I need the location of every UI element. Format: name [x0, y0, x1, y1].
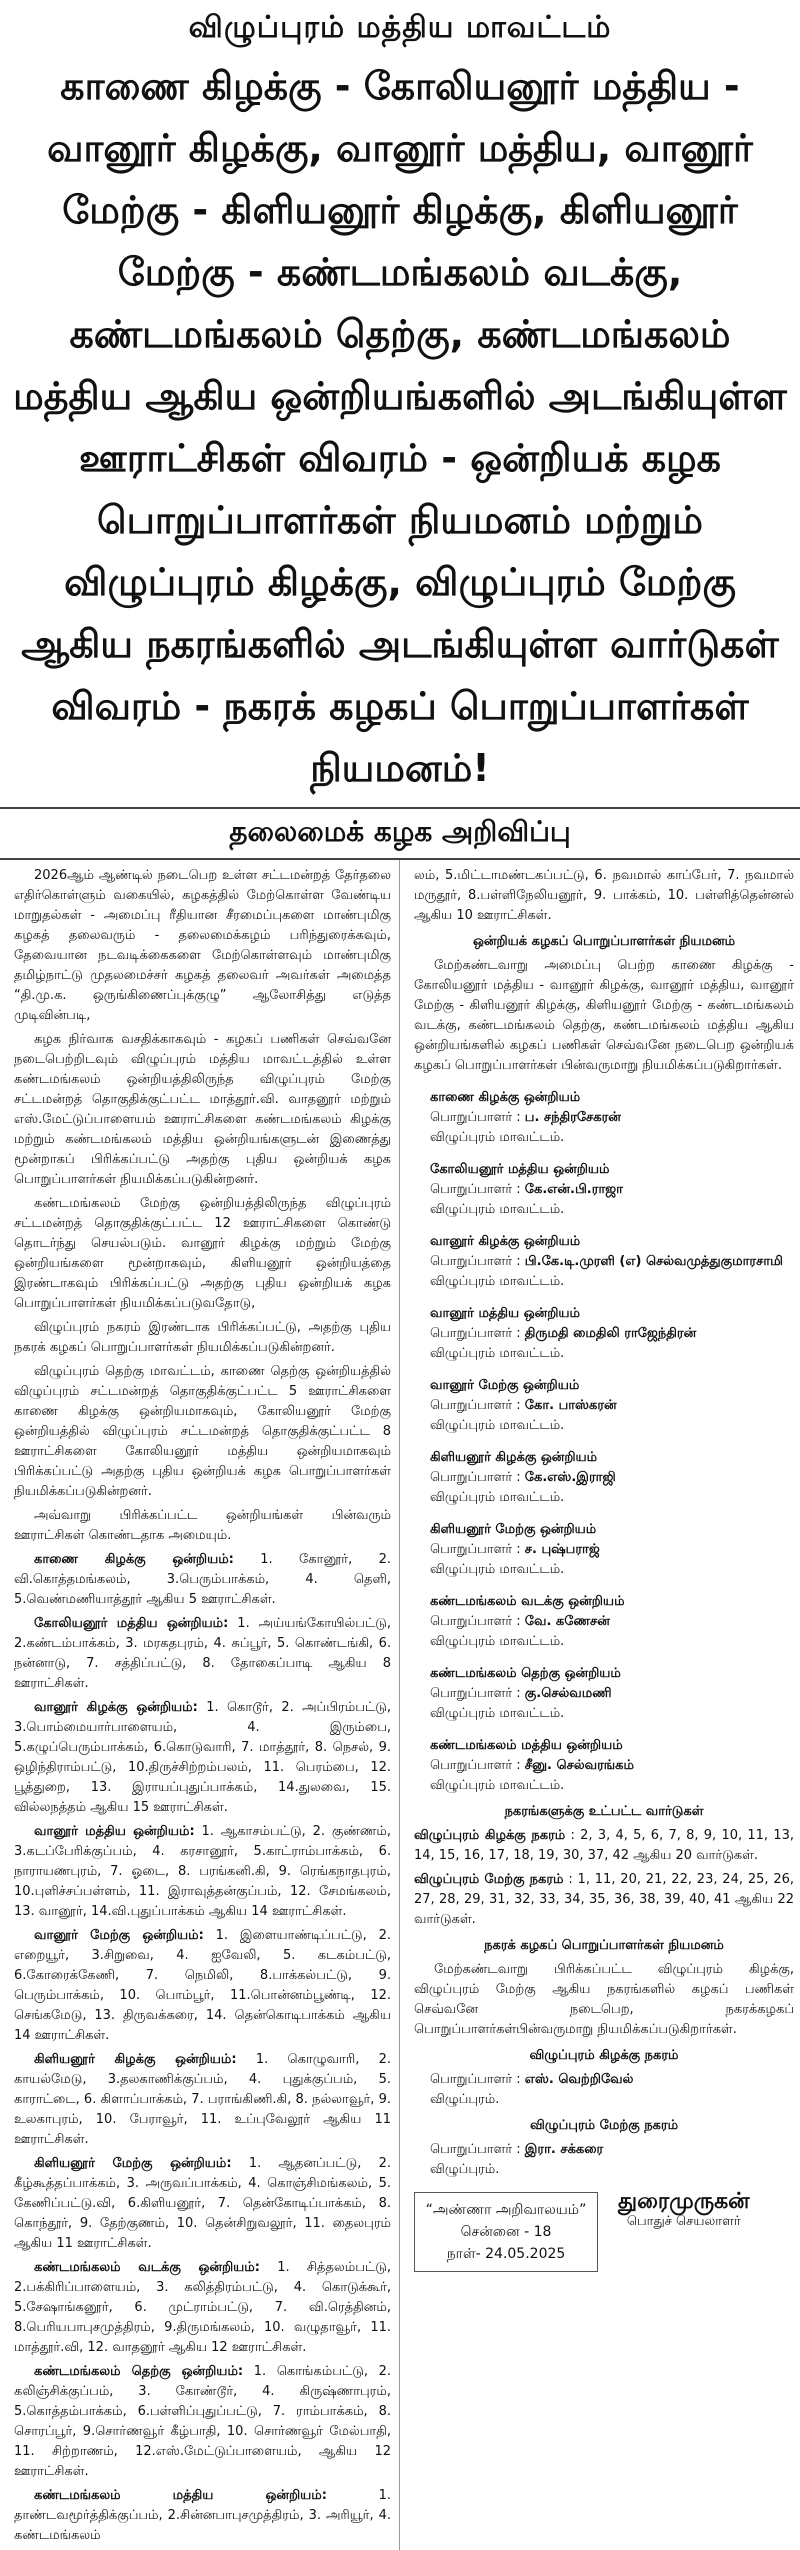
person-name: கோ. பாஸ்கரன்: [524, 1398, 617, 1413]
office-box: [414, 2192, 598, 2272]
union-villages: 1. கொடூர், 2. அப்பிரம்பட்டு, 3.பொம்மையார்பாளையம், 4. இரும்பை, 5.கழுப்பெரும்பாக்கம், 6.கொடுவாரி, 7. மாத்தூர், 8. நெசல், 9. ஒழிந்திராம்பட்டு, 10.திருச்சிற்றம்பலம், 11. பெரம்பை, 12. பூத்துறை, 13. இராயப்புதுப்பாக்கம், 14.துலவை, 15. வில்லநத்தம் ஆகிய 15 ஊராட்சிகள்.: [14, 1700, 391, 1815]
union-list: [14, 2258, 391, 2358]
continued-list: லம், 5.மிட்டாமண்டகப்பட்டு, 6. நவமால் காப்பேர், 7. நவமால் மருதூர், 8.பள்ளிநேலியனூர், 9. பாக்கம், 10. பள்ளித்தென்னல் ஆகிய 10 ஊராட்சிகள்.: [414, 868, 794, 923]
place: விழுப்புரம் மாவட்டம்.: [430, 1706, 565, 1721]
office-name: “அண்ணா அறிவாலயம்”: [425, 2202, 587, 2218]
paragraph: கழக நிர்வாக வசதிக்காகவும் - கழகப் பணிகள் செவ்வனே நடைபெற்றிடவும் விழுப்புரம் மத்திய மாவட்டத்தில் உள்ள கண்டமங்கலம் ஒன்றியத்திலிருந்த விழுப்புரம் மேற்கு சட்டமன்றத் தொகுதிக்குட்பட்ட மாத்தூர்.வி. வாதனூர் மற்றும் எஸ்.மேட்டுப்பாளையம் ஊராட்சிகளை கண்டமங்கலம் கிழக்கு மற்றும் கண்டமங்கலம் மத்திய ஒன்றியங்களுடன் இணைத்து மூன்றாகப் பிரிக்கப்பட்டு அதற்கு புதிய ஒன்றியக் கழக பொறுப்பாளர்கள் நியமிக்கப்படுகின்றனர்.: [14, 1032, 391, 1187]
union-name: கிளியனூர் மேற்கு ஒன்றியம்: [430, 1522, 597, 1537]
union-name: வானூர் கிழக்கு ஒன்றியம்: [430, 1234, 581, 1249]
role-label: பொறுப்பாளர் :: [430, 1254, 521, 1269]
district-title: விழுப்புரம் மத்திய மாவட்டம்: [188, 10, 612, 45]
headline: காணை கிழக்கு - கோலியனூர் மத்திய - வானூர் கிழக்கு, வானூர் மத்திய, வானூர் மேற்கு - கிளியனூர் கிழக்கு, கிளியனூர் மேற்கு - கண்டமங்கலம் வடக்கு, கண்டமங்கலம் தெற்கு, கண்டமங்கலம் மத்திய ஆகிய ஒன்றியங்களில் அடங்கியுள்ள ஊராட்சிகள் விவரம் - ஒன்றியக் கழக பொறுப்பாளர்கள் நியமனம் மற்றும் விழுப்புரம் கிழக்கு, விழுப்புரம் மேற்கு ஆகிய நகரங்களில் அடங்கியுள்ள வார்டுகள் விவரம் - நகரக் கழகப் பொறுப்பாளர்கள் நியமனம்!: [13, 64, 787, 790]
union-name: கண்டமங்கலம் தெற்கு ஒன்றியம்:: [34, 2364, 244, 2379]
paragraph: விழுப்புரம் தெற்கு மாவட்டம், காணை தெற்கு ஒன்றியத்தில் விழுப்புரம் சட்டமன்றத் தொகுதிக்குட்பட்ட 5 ஊராட்சிகளை காணை கிழக்கு ஒன்றியமாகவும், கோலியனூர் மேற்கு ஒன்றியத்தில் விழுப்புரம் சட்டமன்றத் தொகுதிக்குட்பட்ட 8 ஊராட்சிகளை கோலியனூர் மத்திய ஒன்றியமாகவும் பிரிக்கப்பட்டு அதற்கு புதிய ஒன்றியக் கழக பொறுப்பாளர்கள் நியமிக்கப்படுகின்றனர்.: [14, 1364, 391, 1499]
union-appointment: [430, 1304, 794, 1364]
union-appointment: [430, 1736, 794, 1796]
person-name: பி.கே.டி.முரளி (எ) செல்வமுத்துகுமாரசாமி: [524, 1254, 783, 1269]
union-appointment: [430, 1232, 794, 1292]
role-label: பொறுப்பாளர் :: [430, 1398, 521, 1413]
union-list: [14, 1926, 391, 2046]
union-name: வானூர் மேற்கு ஒன்றியம்:: [34, 1928, 204, 1943]
union-name: கண்டமங்கலம் மத்திய ஒன்றியம்: [430, 1738, 623, 1753]
ward-numbers: : 2, 3, 4, 5, 6, 7, 8, 9, 10, 11, 13, 14, 15, 16, 17, 18, 19, 30, 37, 42 ஆகிய 20 வார்டுகள்.: [414, 1828, 794, 1863]
union-list: [14, 1698, 391, 1818]
role-label: பொறுப்பாளர் :: [430, 1182, 521, 1197]
union-list: [14, 2154, 391, 2254]
union-villages: 1. கொங்கம்பட்டு, 2. கலிஞ்சிக்குப்பம், 3. கோண்டூர், 4. கிருஷ்ணாபுரம், 5.கொத்தம்பாக்கம், 6.பள்ளிப்புதுப்பட்டு, 7. ராம்பாக்கம், 8. சொரப்பூர், 9.சொர்ணவூர் கீழ்பாதி, 10. சொர்ணவூர் மேல்பாதி, 11. சிற்றாணம், 12.எஸ்.மேட்டுப்பாளையம், ஆகிய 12 ஊராட்சிகள்.: [14, 2364, 392, 2479]
ward-list: [414, 1826, 794, 1866]
footer: [414, 2189, 794, 2272]
union-name: வானூர் மேற்கு ஒன்றியம்: [430, 1378, 580, 1393]
town-name: விழுப்புரம் கிழக்கு நகரம்: [414, 1828, 566, 1843]
band-title: தலைமைக் கழக அறிவிப்பு: [229, 815, 571, 848]
union-name: கண்டமங்கலம் மத்திய ஒன்றியம்:: [34, 2488, 327, 2503]
union-name: காணை கிழக்கு ஒன்றியம்:: [34, 1552, 234, 1567]
union-list: [14, 1822, 391, 1922]
town-name: விழுப்புரம் மேற்கு நகரம்: [414, 1872, 564, 1887]
person-name: சீனு. செல்வரங்கம்: [524, 1758, 634, 1773]
union-villages: 1. ஆதனப்பட்டு, 2. கீழ்கூத்தப்பாக்கம், 3. அருவப்பாக்கம், 4. கொஞ்சிமங்கலம், 5. கேணிப்பட்டு.வி, 6.கிளியனூர், 7. தென்கோடிப்பாக்கம், 8. கொந்தூர், 9. தேற்குணம், 10. தென்சிறுவலூர், 11. தைலபுரம் ஆகிய 11 ஊராட்சிகள்.: [14, 2156, 391, 2251]
place: விழுப்புரம்.: [430, 2092, 500, 2107]
union-villages: 1. கோனூர், 2. வி.கொத்தமங்கலம், 3.பெரும்பாக்கம், 4. தெளி, 5.வெண்மணியாத்தூர் ஆகிய 5 ஊராட்சிகள்.: [14, 1552, 391, 1607]
place: விழுப்புரம் மாவட்டம்.: [430, 1274, 565, 1289]
section-band: [0, 807, 800, 860]
place: விழுப்புரம் மாவட்டம்.: [430, 1490, 565, 1505]
office-date: நாள்- 24.05.2025: [446, 2246, 566, 2262]
town-appointments-heading: நகரக் கழகப் பொறுப்பாளர்கள் நியமனம்: [484, 1938, 724, 1953]
role-label: பொறுப்பாளர் :: [430, 1614, 521, 1629]
signature-block: [618, 2189, 750, 2272]
union-name: கிளியனூர் மேற்கு ஒன்றியம்:: [34, 2156, 232, 2171]
union-name: கிளியனூர் கிழக்கு ஒன்றியம்:: [34, 2052, 237, 2067]
union-name: கிளியனூர் கிழக்கு ஒன்றியம்: [430, 1450, 598, 1465]
role-label: பொறுப்பாளர் :: [430, 1758, 521, 1773]
role-label: பொறுப்பாளர் :: [430, 2072, 521, 2087]
town-name: விழுப்புரம் மேற்கு நகரம்: [529, 2118, 679, 2133]
union-list: [14, 1614, 391, 1694]
union-list: [14, 2050, 391, 2150]
person-name: திருமதி மைதிலி ராஜேந்திரன்: [524, 1326, 697, 1341]
signatory-name: துரைமுருகன்: [618, 2189, 750, 2214]
union-villages: 1. சித்தலம்பட்டு, 2.பக்கிரிப்பாளையம், 3. கலித்திரம்பட்டு, 4. கொடுக்கூர், 5.சேஷாங்கனூர், 6. முட்ராம்பட்டு, 7. வி.ரெத்தினம், 8.பெரியபாபுசமுத்திரம், 9.திருமங்கலம், 10. வழுதாவூர், 11. மாத்தூர்.வி, 12. வாதனூர் ஆகிய 12 ஊராட்சிகள்.: [14, 2260, 391, 2355]
union-villages: 1. ஆகாசம்பட்டு, 2. குண்ணம், 3.கடப்பேரிக்குப்பம், 4. கரசானூர், 5.காட்ராம்பாக்கம், 6. நாராயணபுரம், 7. ஓடை, 8. பரங்கனி.கி, 9. ரெங்கநாதபுரம், 10.புளிச்சப்பள்ளம், 11. இராவுத்தன்குப்பம், 12. சேமங்கலம், 13. வானூர், 14.வி.புதுப்பாக்கம் ஆகிய 14 ஊராட்சிகள்.: [14, 1824, 391, 1919]
union-name: கண்டமங்கலம் வடக்கு ஒன்றியம்: [430, 1594, 625, 1609]
role-label: பொறுப்பாளர் :: [430, 2142, 521, 2157]
person-name: இரா. சக்கரை: [524, 2142, 604, 2157]
town-name: விழுப்புரம் கிழக்கு நகரம்: [529, 2048, 679, 2063]
union-name: கண்டமங்கலம் வடக்கு ஒன்றியம்:: [34, 2260, 260, 2275]
ward-list: [414, 1870, 794, 1930]
paragraph: அவ்வாறு பிரிக்கப்பட்ட ஒன்றியங்கள் பின்வரும் ஊராட்சிகள் கொண்டதாக அமையும்.: [14, 1508, 391, 1543]
document-page: [0, 10, 800, 2543]
person-name: வே. கணேசன்: [524, 1614, 610, 1629]
union-name: காணை கிழக்கு ஒன்றியம்: [430, 1090, 581, 1105]
place: விழுப்புரம் மாவட்டம்.: [430, 1202, 565, 1217]
union-name: கோலியனூர் மத்திய ஒன்றியம்: [430, 1162, 610, 1177]
signatory-title: பொதுச் செயலாளர்: [626, 2214, 741, 2229]
union-name: வானூர் கிழக்கு ஒன்றியம்:: [34, 1700, 198, 1715]
paragraph: கண்டமங்கலம் மேற்கு ஒன்றியத்திலிருந்த விழுப்புரம் சட்டமன்றத் தொகுதிக்குட்பட்ட 12 ஊராட்சிகளை கொண்டு தொடர்ந்து செயல்படும். வானூர் கிழக்கு மற்றும் மேற்கு ஒன்றியங்களை மூன்றாகவும், கிளியனூர் ஒன்றியத்தை இரண்டாகவும் பிரிக்கப்பட்டு அதற்கு புதிய ஒன்றியக் கழக பொறுப்பாளர்கள் நியமிக்கப்படுவதோடு,: [14, 1196, 391, 1311]
role-label: பொறுப்பாளர் :: [430, 1110, 521, 1125]
paragraph: விழுப்புரம் நகரம் இரண்டாக பிரிக்கப்பட்டு, அதற்கு புதிய நகரக் கழகப் பொறுப்பாளர்கள் நியமிக்கப்படுகின்றனர்.: [14, 1320, 391, 1355]
paragraph: 2026ஆம் ஆண்டில் நடைபெற உள்ள சட்டமன்றத் தேர்தலை எதிர்கொள்ளும் வகையில், கழகத்தில் மேற்கொள்ள வேண்டிய மாறுதல்கள் - அமைப்பு ரீதியான சீரமைப்புகளை மாண்புமிகு கழகத் தலைவரும் - தலைமைக்கழம் பரிந்துரைக்கவும், தேவையான நடவடிக்கைகளை மேற்கொள்ளவும் மாண்புமிகு தமிழ்நாட்டு முதலமைச்சர் கழகத் தலைவர் அவர்கள் அமைத்த “தி.மு.க. ஒருங்கிணைப்புக்குழு” ஆலோசித்து எடுத்த முடிவின்படி,: [14, 868, 391, 1023]
union-name: வானூர் மத்திய ஒன்றியம்: [430, 1306, 581, 1321]
union-villages: 1. அய்யங்கோயில்பட்டு, 2.கண்டம்பாக்கம், 3. மரகதபுரம், 4. சுப்பூர், 5. கொண்டங்கி, 6. நன்னாடு, 7. சத்திப்பட்டு, 8. தோகைப்பாடி ஆகிய 8 ஊராட்சிகள்.: [14, 1616, 392, 1691]
place: விழுப்புரம்.: [430, 2162, 500, 2177]
union-appointment: [430, 1664, 794, 1724]
union-name: கோலியனூர் மத்திய ஒன்றியம்:: [34, 1616, 229, 1631]
union-appointments-heading: ஒன்றியக் கழகப் பொறுப்பாளர்கள் நியமனம்: [472, 934, 736, 949]
union-appointment: [430, 1448, 794, 1508]
union-appointment: [430, 1088, 794, 1148]
union-appointment: [430, 1592, 794, 1652]
union-appointment: [430, 1376, 794, 1436]
ward-numbers: : 1, 11, 20, 21, 22, 23, 24, 25, 26, 27, 28, 29, 31, 32, 33, 34, 35, 36, 38, 39, 40, 41 ஆகிய 22 வார்டுகள்.: [414, 1872, 794, 1927]
wards-heading: நகரங்களுக்கு உட்பட்ட வார்டுகள்: [504, 1804, 704, 1819]
role-label: பொறுப்பாளர் :: [430, 1542, 521, 1557]
person-name: ச. புஷ்பராஜ்: [524, 1542, 600, 1557]
place: விழுப்புரம் மாவட்டம்.: [430, 1346, 565, 1361]
place: விழுப்புரம் மாவட்டம்.: [430, 1778, 565, 1793]
left-column: [0, 860, 400, 2550]
paragraph: மேற்கண்டவாறு அமைப்பு பெற்ற காணை கிழக்கு - கோலியனூர் மத்திய - வானூர் கிழக்கு, வானூர் மத்திய, வானூர் மேற்கு - கிளியனூர் கிழக்கு, கிளியனூர் மேற்கு - கண்டமங்கலம் வடக்கு, கண்டமங்கலம் தெற்கு, கண்டமங்கலம் மத்திய ஆகிய ஒன்றியங்களில் கழகப் பணிகள் செவ்வனே நடைபெற ஒன்றியக் கழகப் பொறுப்பாளர்கள் பின்வருமாறு நியமிக்கப்படுகிறார்கள்.: [414, 958, 794, 1073]
union-list: [14, 2362, 391, 2482]
place: விழுப்புரம் மாவட்டம்.: [430, 1130, 565, 1145]
union-villages: 1. கொழுவாரி, 2. காயல்மேடு, 3.தலகாணிக்குப்பம், 4. புதுக்குப்பம், 5. காராட்டை, 6. கிளாப்பாக்கம், 7. பராங்கிணி.கி, 8. நல்லாவூர், 9. உலகாபுரம், 10. பேராவூர், 11. உப்புவேலூர் ஆகிய 11 ஊராட்சிகள்.: [14, 2052, 391, 2147]
right-column: [400, 860, 800, 2550]
union-appointment: [430, 1520, 794, 1580]
union-list: [14, 2486, 391, 2546]
person-name: எஸ். வெற்றிவேல்: [524, 2072, 634, 2087]
person-name: கே.எஸ்.இராஜி: [524, 1470, 616, 1485]
role-label: பொறுப்பாளர் :: [430, 1686, 521, 1701]
person-name: ப. சந்திரசேகரன்: [524, 1110, 621, 1125]
paragraph: மேற்கண்டவாறு பிரிக்கப்பட்ட விழுப்புரம் கிழக்கு, விழுப்புரம் மேற்கு ஆகிய நகரங்களில் கழகப் பணிகள் செவ்வனே நடைபெற, நகரக்கழகப் பொறுப்பாளர்கள்பின்வருமாறு நியமிக்கப்படுகிறார்கள்.: [414, 1962, 794, 2037]
union-name: கண்டமங்கலம் தெற்கு ஒன்றியம்: [430, 1666, 621, 1681]
office-city: சென்னை - 18: [460, 2224, 552, 2240]
person-name: கே.என்.பி.ராஜா: [524, 1182, 623, 1197]
columns: [0, 860, 800, 2550]
union-appointment: [430, 1160, 794, 1220]
role-label: பொறுப்பாளர் :: [430, 1326, 521, 1341]
union-villages: 1. தாண்டவமூர்த்திக்குப்பம், 2.சின்னபாபுசமுத்திரம், 3. அரியூர், 4. கண்டமங்கலம்: [14, 2488, 391, 2543]
union-list: [14, 1550, 391, 1610]
role-label: பொறுப்பாளர் :: [430, 1470, 521, 1485]
place: விழுப்புரம் மாவட்டம்.: [430, 1634, 565, 1649]
person-name: கு.செல்வமணி: [524, 1686, 612, 1701]
place: விழுப்புரம் மாவட்டம்.: [430, 1418, 565, 1433]
union-name: வானூர் மத்திய ஒன்றியம்:: [34, 1824, 195, 1839]
place: விழுப்புரம் மாவட்டம்.: [430, 1562, 565, 1577]
union-villages: 1. இளையாண்டிப்பட்டு, 2. எறையூர், 3.சிறுவை, 4. ஐவேலி, 5. கடகம்பட்டு, 6.கோரைக்கேணி, 7. நெமிலி, 8.பாக்கல்பட்டு, 9. பெரும்பாக்கம், 10. பொம்பூர், 11.பொன்னம்பூண்டி, 12. செங்கமேடு, 13. திருவக்கரை, 14. தென்கொடிபாக்கம் ஆகிய 14 ஊராட்சிகள்.: [14, 1928, 391, 2043]
